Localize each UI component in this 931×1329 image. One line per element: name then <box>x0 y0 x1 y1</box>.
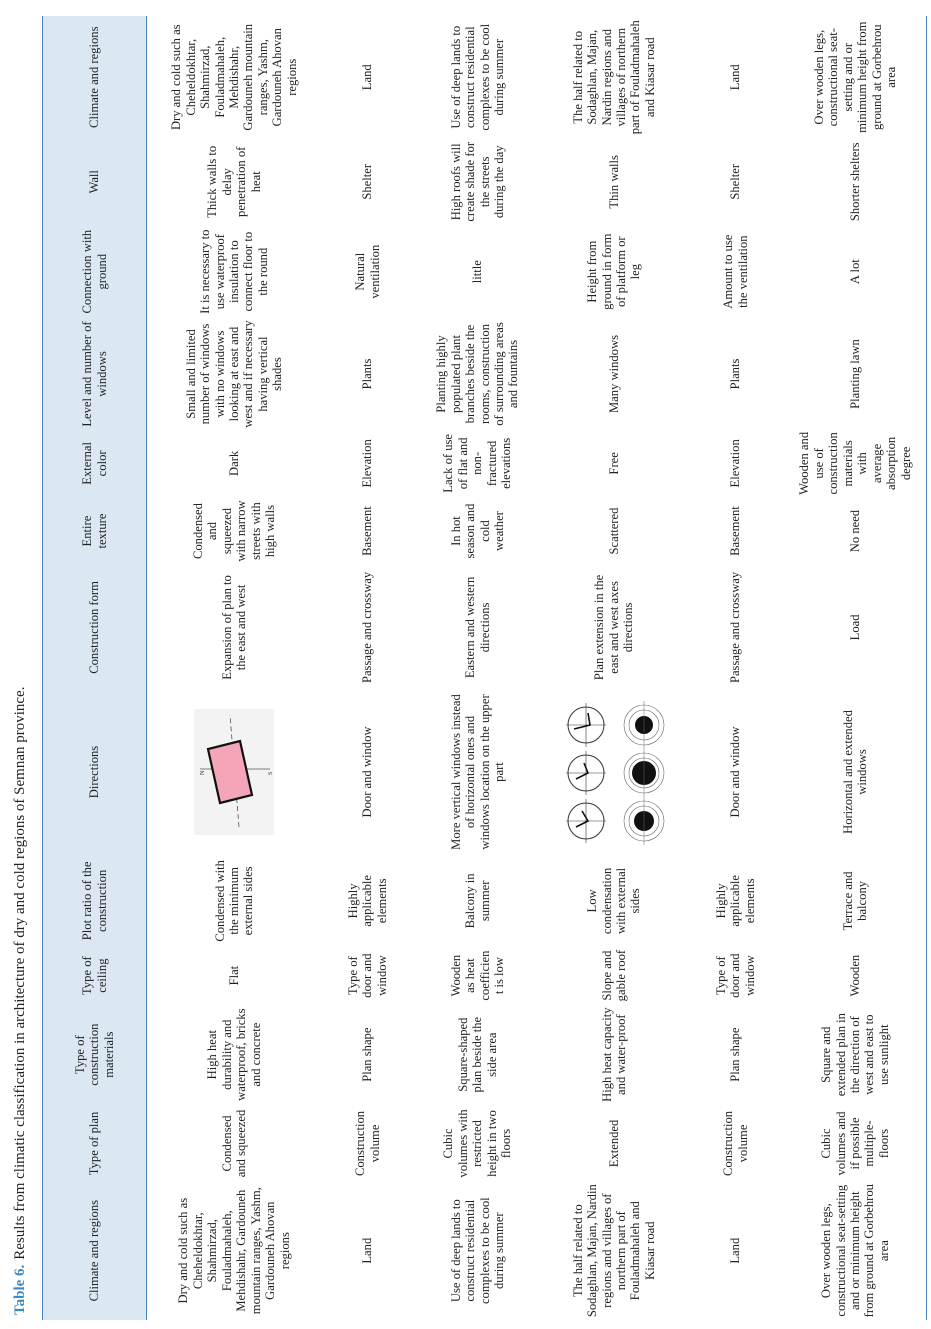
table-cell: Elevation <box>728 439 743 488</box>
header-cell: Entire texture <box>43 497 147 565</box>
sun-orientation-diagram <box>194 709 274 835</box>
header-cell: Climate and regions <box>43 16 147 138</box>
table-cell: Use of deep lands to construct residential complexes to be cool during summer <box>448 1197 506 1305</box>
table-cell: Condensed and squeezed with narrow streets with high walls <box>190 500 278 562</box>
table-cell: Free <box>606 452 621 475</box>
header-cell: Directions <box>43 690 147 855</box>
table-cell: Cubic volumes and if possible multiple-floors <box>785 1106 927 1182</box>
table-cell: High heat durability and waterproof, bricks and concrete <box>205 1008 263 1101</box>
sun-path-dial-3 <box>566 703 606 747</box>
header-cell: Type of construction materials <box>43 1004 147 1106</box>
radiation-target-2 <box>624 749 664 797</box>
table-cell: Door and window <box>728 726 743 818</box>
table-cell: Plants <box>728 358 743 390</box>
table-cell: Many windows <box>606 335 621 414</box>
table-cell: Shelter <box>728 163 743 200</box>
table-cell: Load <box>785 565 927 690</box>
table-cell: little <box>470 260 485 284</box>
climate-classification-table <box>42 16 927 1320</box>
header-cell: Climate and regions <box>43 1181 147 1320</box>
climate-table-wrapper <box>42 16 926 1320</box>
header-cell: Plot ratio of the construction <box>43 854 147 947</box>
table-cell: Basement <box>360 506 375 556</box>
radiation-target-3 <box>624 701 664 749</box>
table-cell: Small and limited number of windows with no windows looking at east and west and if necessary having vertical shades <box>183 320 285 428</box>
table-cell: Terrace and balcony <box>785 854 927 947</box>
table-cell: Land <box>360 1237 375 1264</box>
table-cell: Wooden and use of construction materials with average absorption degree <box>785 430 927 497</box>
table-cell: Over wooden legs, constructional seat-setting and or minimum height from ground at Gorbehrou area <box>785 1181 927 1320</box>
table-cell: It is necessary to use waterproof insulation to connect floor to the round <box>198 229 270 314</box>
table-cell: Dry and cold such as Cheheldokhtar, Shahmirzad, Fouladmahaleh, Mehdishahr, Gardouneh mountain ranges, Yashm, Gardouneh Ahovan regions <box>176 1187 292 1315</box>
table-cell: Condensed and squeezed <box>219 1109 249 1178</box>
table-cell: Horizontal and extended windows <box>785 690 927 855</box>
table-cell: Elevation <box>360 439 375 488</box>
caption-label: Table 6. <box>11 1264 28 1315</box>
table-cell: Highly applicable elements <box>345 875 389 927</box>
table-cell: Scattered <box>606 507 621 555</box>
radiation-target-1 <box>624 797 664 845</box>
table-cell: Eastern and western directions <box>463 576 492 679</box>
table-row <box>542 16 687 1320</box>
table-cell: Basement <box>728 506 743 556</box>
table-cell: Low condensation with external sides <box>585 867 643 935</box>
table-cell: Slope and gable roof <box>599 949 628 1002</box>
table-cell: Plan shape <box>360 1027 375 1082</box>
table-cell: The half related to Sodaghlan, Majan, Nardin regions and villages of northern part of Fouladmahaleh and Kiasar road <box>570 1184 657 1318</box>
table-cell: Wooden <box>785 947 927 1003</box>
directions-figure-cell <box>542 690 687 855</box>
header-row <box>43 16 147 1320</box>
table-cell: Height from ground in form of platform or leg <box>585 233 643 310</box>
table-cell: Condensed with the minimum external sides <box>212 860 256 942</box>
table-cell: Extended <box>606 1119 621 1168</box>
table-cell: The half related to Sodaghlan, Majan, Nardin regions and villages of northern part of Fouladmahaleh and Kiasar road <box>570 20 657 135</box>
diagram-label-n: N <box>200 770 207 776</box>
header-cell: Type of ceiling <box>43 947 147 1003</box>
table-cell: More vertical windows instead of horizontal ones and windows location on the upper part <box>448 694 506 850</box>
header-cell: Construction form <box>43 565 147 690</box>
table-cell: Thick walls to delay penetration of heat <box>205 145 263 218</box>
table-cell: Plants <box>360 358 375 390</box>
header-cell: Wall <box>43 138 147 225</box>
table-caption <box>0 0 40 1329</box>
table-cell: Land <box>728 1237 743 1264</box>
table-cell: Construction volume <box>721 1110 750 1177</box>
header-cell: Type of plan <box>43 1106 147 1182</box>
table-cell: High heat capacity and water-proof <box>599 1007 628 1102</box>
table-cell: Use of deep lands to construct residential complexes to be cool during summer <box>448 23 506 131</box>
table-cell: In hot season and cold weather <box>448 503 506 559</box>
table-cell: Passage and crossway <box>728 571 743 684</box>
table-cell: Highly applicable elements <box>713 875 757 927</box>
table-cell: Type of door and window <box>713 953 757 998</box>
table-cell: Door and window <box>360 726 375 818</box>
table-cell: Thin walls <box>606 155 621 209</box>
table-cell: No need <box>785 497 927 565</box>
table-row <box>322 16 414 1320</box>
table-cell: Balcony in summer <box>463 873 492 929</box>
header-cell: Connection with ground <box>43 225 147 318</box>
table-cell: Shelter <box>360 163 375 200</box>
table-cell: Plan extension in the east and west axes directions <box>592 574 636 681</box>
table-row <box>687 16 785 1320</box>
sun-path-dial-2 <box>566 751 606 795</box>
table-cell: High roofs will create shade for the streets during the day <box>448 141 506 222</box>
sun-path-dial-1 <box>566 799 606 843</box>
table-cell: Passage and crossway <box>360 571 375 684</box>
table-cell: Plan shape <box>728 1027 743 1082</box>
table-row <box>785 16 927 1320</box>
table-cell: Expansion of plan to the east and west <box>219 575 249 680</box>
table-cell: Dry and cold such as Cheheldokhtar, Shahmirzad, Fouladmahaleh, Mehdishahr, Gardouneh mountain ranges, Yashm, Gardouneh Ahovan regions <box>169 23 299 131</box>
table-cell: Planting lawn <box>785 318 927 430</box>
directions-figure-cell <box>147 690 322 855</box>
caption-text: Results from climatic classification in architecture of dry and cold regions of Semnan province. <box>11 686 28 1260</box>
table-cell: Land <box>360 64 375 91</box>
table-cell: Shorter shelters <box>785 138 927 225</box>
header-cell: Level and number of windows <box>43 318 147 430</box>
sun-path-diagrams <box>554 697 674 847</box>
table-cell: Over wooden legs, constructional seat-setting and or minimum height from ground at Gorbehrou area <box>785 16 927 138</box>
table-cell: Construction volume <box>353 1110 382 1177</box>
header-cell: External color <box>43 430 147 497</box>
table-cell: Dark <box>227 450 242 476</box>
table-row <box>414 16 542 1320</box>
table-cell: Planting highly populated plant branches beside the rooms, construction of surrounding areas and fountains <box>434 322 521 426</box>
table-cell: Land <box>728 64 743 91</box>
table-cell: Type of door and window <box>345 953 389 998</box>
diagram-label-s: S <box>268 771 275 776</box>
table-cell: Square-shaped plan beside the side area <box>455 1016 499 1093</box>
table-cell: Amount to use the ventilation <box>721 234 750 309</box>
table-cell: Square and extended plan in the direction of west and east to use sunlight <box>785 1004 927 1106</box>
table-cell: Natural ventilation <box>353 244 382 299</box>
table-cell: Flat <box>227 965 242 986</box>
table-row <box>147 16 322 1320</box>
table-cell: Lack of use of flat and non-fractured elevations <box>441 434 514 493</box>
table-cell: Cubic volumes with restricted height in two floors <box>441 1109 514 1178</box>
table-cell: Wooden as heat coefficient is low <box>448 950 506 1001</box>
table-cell: A lot <box>785 225 927 318</box>
